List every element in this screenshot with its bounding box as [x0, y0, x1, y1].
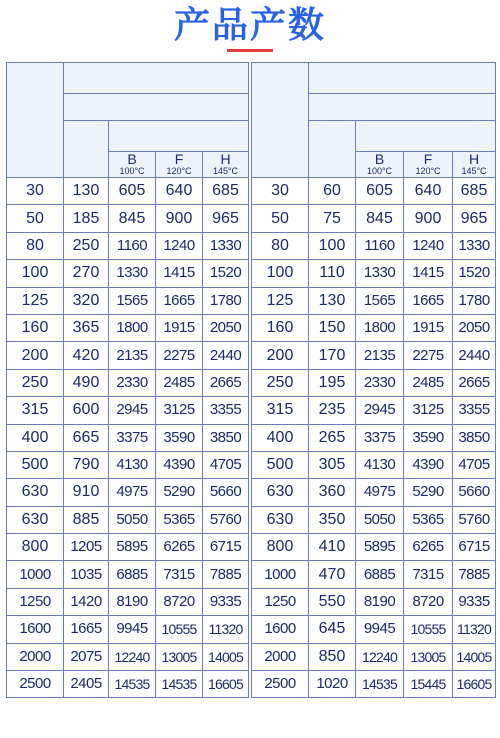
loss-h-cell: 4705 — [203, 451, 249, 478]
temp-class-letter: B — [127, 151, 137, 167]
loss-h-cell: 965 — [453, 205, 496, 232]
temp-class-degrees: 120°C — [166, 166, 192, 176]
no-load-loss-cell: 270 — [64, 260, 109, 287]
capacity-cell: 125 — [7, 287, 64, 314]
loss-b-cell: 12240 — [109, 643, 156, 670]
loss-b-cell: 9945 — [356, 616, 404, 643]
capacity-cell: 100 — [252, 260, 309, 287]
table-row — [252, 424, 496, 451]
loss-f-cell: 1665 — [404, 287, 453, 314]
table-row — [7, 397, 249, 424]
table-row — [252, 314, 496, 341]
no-load-loss-cell: 100 — [309, 232, 356, 259]
table-row — [7, 178, 249, 205]
temp-class-header — [453, 152, 496, 178]
loss-b-cell: 5895 — [109, 534, 156, 561]
loss-h-cell: 1780 — [453, 287, 496, 314]
loss-h-cell: 3355 — [453, 397, 496, 424]
loss-f-cell: 1915 — [156, 314, 203, 341]
temp-class-degrees: 100°C — [119, 166, 145, 176]
table-row — [252, 643, 496, 670]
capacity-cell: 250 — [7, 369, 64, 396]
capacity-cell: 630 — [252, 479, 309, 506]
loss-f-cell: 5365 — [156, 506, 203, 533]
no-load-loss-cell: 645 — [309, 616, 356, 643]
no-load-loss-cell: 1665 — [64, 616, 109, 643]
loss-f-cell: 2485 — [156, 369, 203, 396]
loss-f-cell: 900 — [404, 205, 453, 232]
title-underline — [227, 49, 273, 52]
load-loss-header — [356, 121, 496, 152]
table-row — [252, 534, 496, 561]
loss-b-cell: 14535 — [356, 671, 404, 698]
loss-f-cell: 5290 — [156, 479, 203, 506]
table-row — [252, 479, 496, 506]
rated-capacity-header — [7, 63, 64, 178]
loss-b-cell: 1565 — [109, 287, 156, 314]
loss-b-cell: 6885 — [109, 561, 156, 588]
no-load-loss-cell: 305 — [309, 451, 356, 478]
capacity-cell: 100 — [7, 260, 64, 287]
loss-f-cell: 3590 — [156, 424, 203, 451]
no-load-loss-cell: 1205 — [64, 534, 109, 561]
table-row — [7, 260, 249, 287]
loss-b-cell: 605 — [356, 178, 404, 205]
loss-h-cell: 685 — [453, 178, 496, 205]
loss-h-cell: 2050 — [453, 314, 496, 341]
loss-b-cell: 4975 — [109, 479, 156, 506]
loss-b-cell: 14535 — [109, 671, 156, 698]
loss-b-cell: 3375 — [109, 424, 156, 451]
loss-h-cell: 6715 — [203, 534, 249, 561]
capacity-cell: 80 — [7, 232, 64, 259]
loss-f-cell: 5365 — [404, 506, 453, 533]
loss-h-cell: 9335 — [203, 588, 249, 615]
loss-f-cell: 2485 — [404, 369, 453, 396]
load-loss-header — [109, 121, 249, 152]
table-row — [252, 178, 496, 205]
table-row — [7, 232, 249, 259]
no-load-loss-cell: 195 — [309, 369, 356, 396]
capacity-cell: 315 — [252, 397, 309, 424]
temp-class-header — [404, 152, 453, 178]
loss-b-cell: 4130 — [356, 451, 404, 478]
loss-f-cell: 3125 — [404, 397, 453, 424]
table-row — [7, 369, 249, 396]
loss-f-cell: 7315 — [404, 561, 453, 588]
loss-b-cell: 5050 — [356, 506, 404, 533]
table-row — [252, 671, 496, 698]
no-load-loss-cell: 75 — [309, 205, 356, 232]
loss-b-cell: 5050 — [109, 506, 156, 533]
capacity-cell: 125 — [252, 287, 309, 314]
loss-f-cell: 4390 — [156, 451, 203, 478]
loss-h-cell: 14005 — [453, 643, 496, 670]
table-row — [7, 424, 249, 451]
no-load-loss-cell: 910 — [64, 479, 109, 506]
loss-h-cell: 7885 — [203, 561, 249, 588]
capacity-cell: 1000 — [252, 561, 309, 588]
loss-f-cell: 2275 — [404, 342, 453, 369]
table-row — [7, 534, 249, 561]
loss-b-cell: 1160 — [356, 232, 404, 259]
loss-b-cell: 845 — [109, 205, 156, 232]
capacity-cell: 30 — [7, 178, 64, 205]
loss-h-cell: 2665 — [453, 369, 496, 396]
winding-header — [309, 94, 496, 121]
loss-h-cell: 1330 — [203, 232, 249, 259]
loss-h-cell: 3850 — [453, 424, 496, 451]
capacity-cell: 800 — [252, 534, 309, 561]
loss-b-cell: 1160 — [109, 232, 156, 259]
no-load-loss-cell: 490 — [64, 369, 109, 396]
temp-class-letter: B — [374, 151, 385, 167]
loss-f-cell: 3590 — [404, 424, 453, 451]
loss-h-cell: 2440 — [453, 342, 496, 369]
loss-f-cell: 13005 — [156, 643, 203, 670]
loss-h-cell: 5760 — [453, 506, 496, 533]
loss-b-cell: 1800 — [356, 314, 404, 341]
loss-f-cell: 6265 — [156, 534, 203, 561]
loss-b-cell: 1330 — [109, 260, 156, 287]
no-load-loss-cell: 110 — [309, 260, 356, 287]
no-load-loss-cell: 885 — [64, 506, 109, 533]
no-load-loss-cell: 320 — [64, 287, 109, 314]
temp-class-letter: F — [174, 151, 184, 167]
no-load-loss-cell: 360 — [309, 479, 356, 506]
loss-h-cell: 7885 — [453, 561, 496, 588]
loss-b-cell: 1800 — [109, 314, 156, 341]
temp-class-degrees: 145°C — [212, 166, 239, 176]
no-load-loss-header — [64, 121, 109, 178]
loss-h-cell: 1520 — [453, 260, 496, 287]
rated-capacity-header — [252, 63, 309, 178]
capacity-cell: 200 — [252, 342, 309, 369]
loss-b-cell: 8190 — [356, 588, 404, 615]
loss-h-cell: 1520 — [203, 260, 249, 287]
loss-f-cell: 1915 — [404, 314, 453, 341]
loss-f-cell: 13005 — [404, 643, 453, 670]
loss-h-cell: 1330 — [453, 232, 496, 259]
capacity-cell: 630 — [252, 506, 309, 533]
capacity-cell: 50 — [252, 205, 309, 232]
loss-f-cell: 5290 — [404, 479, 453, 506]
table-row — [7, 314, 249, 341]
loss-f-cell: 1415 — [156, 260, 203, 287]
loss-b-cell: 2945 — [356, 397, 404, 424]
loss-f-cell: 15445 — [404, 671, 453, 698]
capacity-cell: 160 — [252, 314, 309, 341]
loss-h-cell: 16605 — [453, 671, 496, 698]
loss-h-cell: 11320 — [453, 616, 496, 643]
capacity-cell: 630 — [7, 479, 64, 506]
page-title: 产品产数 — [173, 5, 326, 46]
table-row — [252, 451, 496, 478]
model-name — [64, 63, 249, 94]
capacity-cell: 200 — [7, 342, 64, 369]
table-row — [252, 397, 496, 424]
temp-class-letter: H — [220, 151, 231, 167]
loss-f-cell: 10555 — [404, 616, 453, 643]
capacity-cell: 1250 — [252, 588, 309, 615]
loss-b-cell: 1330 — [356, 260, 404, 287]
no-load-loss-cell: 410 — [309, 534, 356, 561]
capacity-cell: 30 — [252, 178, 309, 205]
loss-b-cell: 4975 — [356, 479, 404, 506]
temp-class-header — [203, 152, 249, 178]
table-row — [7, 342, 249, 369]
no-load-loss-cell: 2075 — [64, 643, 109, 670]
no-load-loss-cell: 665 — [64, 424, 109, 451]
temp-class-header — [156, 152, 203, 178]
loss-b-cell: 6885 — [356, 561, 404, 588]
capacity-cell: 315 — [7, 397, 64, 424]
loss-h-cell: 2440 — [203, 342, 249, 369]
temp-class-degrees: 100°C — [366, 166, 393, 176]
capacity-cell: 250 — [252, 369, 309, 396]
loss-h-cell: 9335 — [453, 588, 496, 615]
capacity-cell: 1250 — [7, 588, 64, 615]
loss-h-cell: 2665 — [203, 369, 249, 396]
table-row — [7, 561, 249, 588]
loss-h-cell: 5760 — [203, 506, 249, 533]
loss-h-cell: 16605 — [203, 671, 249, 698]
capacity-cell: 1600 — [252, 616, 309, 643]
loss-f-cell: 1240 — [156, 232, 203, 259]
loss-f-cell: 640 — [156, 178, 203, 205]
capacity-cell: 1600 — [7, 616, 64, 643]
loss-f-cell: 640 — [404, 178, 453, 205]
capacity-cell: 400 — [7, 424, 64, 451]
table-row — [7, 643, 249, 670]
table-row — [252, 616, 496, 643]
no-load-loss-cell: 350 — [309, 506, 356, 533]
no-load-loss-cell: 600 — [64, 397, 109, 424]
table-row — [252, 506, 496, 533]
table-row — [7, 287, 249, 314]
loss-b-cell: 3375 — [356, 424, 404, 451]
no-load-loss-cell: 420 — [64, 342, 109, 369]
loss-f-cell: 8720 — [156, 588, 203, 615]
no-load-loss-cell: 170 — [309, 342, 356, 369]
loss-f-cell: 7315 — [156, 561, 203, 588]
no-load-loss-cell: 1035 — [64, 561, 109, 588]
capacity-cell: 160 — [7, 314, 64, 341]
table-row — [7, 479, 249, 506]
table-row — [7, 451, 249, 478]
table-row — [252, 342, 496, 369]
no-load-loss-cell: 60 — [309, 178, 356, 205]
loss-b-cell: 12240 — [356, 643, 404, 670]
loss-b-cell: 2945 — [109, 397, 156, 424]
loss-f-cell: 3125 — [156, 397, 203, 424]
spec-table-scbh17 — [251, 62, 496, 698]
loss-b-cell: 5895 — [356, 534, 404, 561]
loss-b-cell: 2330 — [356, 369, 404, 396]
capacity-cell: 50 — [7, 205, 64, 232]
loss-f-cell: 4390 — [404, 451, 453, 478]
capacity-cell: 80 — [252, 232, 309, 259]
capacity-cell: 500 — [7, 451, 64, 478]
temp-class-header — [109, 152, 156, 178]
no-load-loss-cell: 185 — [64, 205, 109, 232]
no-load-loss-cell: 130 — [309, 287, 356, 314]
loss-h-cell: 965 — [203, 205, 249, 232]
loss-h-cell: 5660 — [203, 479, 249, 506]
loss-b-cell: 4130 — [109, 451, 156, 478]
loss-h-cell: 2050 — [203, 314, 249, 341]
loss-h-cell: 3355 — [203, 397, 249, 424]
capacity-cell: 630 — [7, 506, 64, 533]
table-row — [7, 506, 249, 533]
temp-class-letter: H — [468, 151, 480, 167]
no-load-loss-header — [309, 121, 356, 178]
loss-h-cell: 6715 — [453, 534, 496, 561]
loss-h-cell: 3850 — [203, 424, 249, 451]
table-row — [252, 588, 496, 615]
loss-h-cell: 5660 — [453, 479, 496, 506]
loss-h-cell: 11320 — [203, 616, 249, 643]
capacity-cell: 500 — [252, 451, 309, 478]
loss-b-cell: 845 — [356, 205, 404, 232]
no-load-loss-cell: 1420 — [64, 588, 109, 615]
temp-class-letter: F — [423, 151, 433, 167]
table-row — [7, 616, 249, 643]
spec-table-scb14 — [6, 62, 249, 698]
loss-h-cell: 4705 — [453, 451, 496, 478]
no-load-loss-cell: 265 — [309, 424, 356, 451]
loss-f-cell: 6265 — [404, 534, 453, 561]
table-row — [252, 260, 496, 287]
loss-f-cell: 1240 — [404, 232, 453, 259]
loss-f-cell: 1415 — [404, 260, 453, 287]
table-row — [252, 561, 496, 588]
loss-b-cell: 1565 — [356, 287, 404, 314]
no-load-loss-cell: 550 — [309, 588, 356, 615]
no-load-loss-cell: 850 — [309, 643, 356, 670]
table-row — [7, 588, 249, 615]
no-load-loss-cell: 365 — [64, 314, 109, 341]
loss-b-cell: 8190 — [109, 588, 156, 615]
loss-b-cell: 2135 — [356, 342, 404, 369]
capacity-cell: 1000 — [7, 561, 64, 588]
loss-b-cell: 2330 — [109, 369, 156, 396]
table-row — [7, 671, 249, 698]
loss-f-cell: 900 — [156, 205, 203, 232]
no-load-loss-cell: 150 — [309, 314, 356, 341]
capacity-cell: 2500 — [7, 671, 64, 698]
no-load-loss-cell: 250 — [64, 232, 109, 259]
table-row — [252, 232, 496, 259]
loss-h-cell: 14005 — [203, 643, 249, 670]
model-name — [309, 63, 496, 94]
loss-h-cell: 685 — [203, 178, 249, 205]
no-load-loss-cell: 235 — [309, 397, 356, 424]
capacity-cell: 2000 — [7, 643, 64, 670]
loss-f-cell: 2275 — [156, 342, 203, 369]
loss-b-cell: 9945 — [109, 616, 156, 643]
capacity-cell: 2500 — [252, 671, 309, 698]
table-row — [252, 287, 496, 314]
loss-f-cell: 10555 — [156, 616, 203, 643]
no-load-loss-cell: 1020 — [309, 671, 356, 698]
loss-f-cell: 1665 — [156, 287, 203, 314]
capacity-cell: 2000 — [252, 643, 309, 670]
no-load-loss-cell: 790 — [64, 451, 109, 478]
temp-class-degrees: 120°C — [415, 166, 441, 176]
loss-f-cell: 8720 — [404, 588, 453, 615]
table-row — [7, 205, 249, 232]
temp-class-header — [356, 152, 404, 178]
table-row — [252, 369, 496, 396]
winding-header — [64, 94, 249, 121]
capacity-cell: 400 — [252, 424, 309, 451]
no-load-loss-cell: 470 — [309, 561, 356, 588]
no-load-loss-cell: 130 — [64, 178, 109, 205]
temp-class-degrees: 145°C — [461, 166, 487, 176]
capacity-cell: 800 — [7, 534, 64, 561]
loss-b-cell: 2135 — [109, 342, 156, 369]
loss-f-cell: 14535 — [156, 671, 203, 698]
no-load-loss-cell: 2405 — [64, 671, 109, 698]
loss-b-cell: 605 — [109, 178, 156, 205]
table-row — [252, 205, 496, 232]
loss-h-cell: 1780 — [203, 287, 249, 314]
